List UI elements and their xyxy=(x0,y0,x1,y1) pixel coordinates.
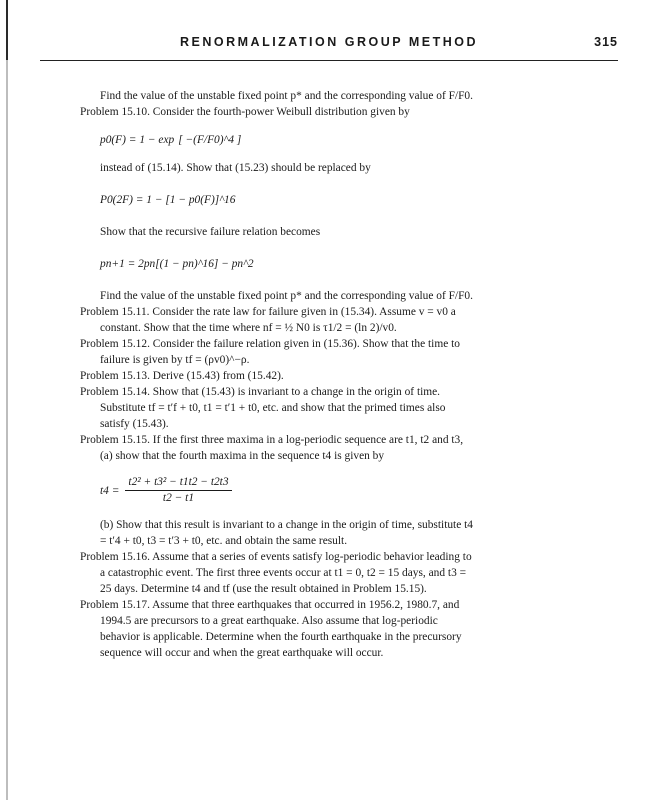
page-binding-edge xyxy=(6,0,8,800)
problem-15-10 xyxy=(80,104,476,120)
paragraph: (b) Show that this result is invariant to a change in the origin of time, substitute t4 = t′4 + t0, t3 = t′3 + t0, etc. and obtain the same result. xyxy=(100,519,473,547)
problem-label: Problem 15.13. xyxy=(80,370,150,382)
problem-label: Problem 15.16. xyxy=(80,551,150,563)
problem-text: Assume that a series of events satisfy log-periodic behavior leading to a catastrophic event. The first three events occur at t1 = 0, t2 = 15 days, and t3 = 25 days. Determine t4 and tf (use the result obtained in Problem 15.15). xyxy=(100,551,472,595)
equation-body: [ −(F/F0)^4 ] xyxy=(178,134,242,146)
problem-text: Show that (15.43) is invariant to a change in the origin of time. Substitute tf = t′f + t0, t1 = t′1 + t0, etc. and show that the primed times also satisfy (15.43). xyxy=(100,386,446,430)
equation-recursion: pn+1 = 2pn[(1 − pn)^16] − pn^2 xyxy=(100,258,254,270)
problem-label: Problem 15.11. xyxy=(80,306,150,318)
page-header xyxy=(40,35,618,55)
paragraph: Find the value of the unstable fixed point p* and the corresponding value of F/F0. xyxy=(100,290,473,302)
fraction-denominator: t2 − t1 xyxy=(162,492,195,504)
page-number: 315 xyxy=(594,35,618,49)
equation-2f: P0(2F) = 1 − [1 − p0(F)]^16 xyxy=(100,194,236,206)
problem-15-12 xyxy=(80,336,476,368)
problem-label: Problem 15.14. xyxy=(80,386,150,398)
running-head: RENORMALIZATION GROUP METHOD xyxy=(179,35,478,49)
problem-15-14 xyxy=(80,384,476,432)
problem-15-17 xyxy=(80,597,476,661)
problem-text: Consider the rate law for failure given in (15.34). Assume v = v0 a constant. Show that the time where nf = ½ N0 is τ1/2 = (ln 2)/v0. xyxy=(100,306,456,334)
problem-text: Assume that three earthquakes that occurred in 1956.2, 1980.7, and 1994.5 are precursors to a great earthquake. Also assume that log-periodic behavior is applicable. Determine when the fourth earthquake in the precursory sequence will occur and when the great earthquake will occur. xyxy=(100,599,462,659)
header-rule xyxy=(40,60,618,61)
problem-label: Problem 15.12. xyxy=(80,338,150,350)
problem-15-16 xyxy=(80,549,476,597)
problem-label: Problem 15.17. xyxy=(80,599,150,611)
paragraph: Find the value of the unstable fixed point p* and the corresponding value of F/F0. xyxy=(100,90,473,102)
page-content xyxy=(80,88,476,661)
paragraph: instead of (15.14). Show that (15.23) should be replaced by xyxy=(100,162,371,174)
problem-text: Consider the failure relation given in (15.36). Show that the time to failure is given by tf = (ρv0)^−ρ. xyxy=(100,338,460,366)
equation-lhs: t4 = xyxy=(100,484,120,497)
fraction xyxy=(125,476,231,505)
problem-label: Problem 15.10. xyxy=(80,106,150,118)
equation-t4 xyxy=(80,476,476,505)
problem-15-15 xyxy=(80,432,476,464)
problem-text: If the first three maxima in a log-periodic sequence are t1, t2 and t3, (a) show that the fourth maxima in the sequence t4 is given by xyxy=(100,434,464,462)
equation-weibull xyxy=(80,132,476,148)
problem-15-13 xyxy=(80,368,476,384)
paragraph: Show that the recursive failure relation becomes xyxy=(100,226,321,238)
problem-text: Consider the fourth-power Weibull distribution given by xyxy=(152,106,410,118)
fraction-numerator: t2² + t3² − t1t2 − t2t3 xyxy=(125,476,231,491)
equation-lhs: p0(F) = 1 − exp xyxy=(100,134,175,146)
problem-text: Derive (15.43) from (15.42). xyxy=(152,370,284,382)
problem-15-11 xyxy=(80,304,476,336)
problem-label: Problem 15.15. xyxy=(80,434,150,446)
